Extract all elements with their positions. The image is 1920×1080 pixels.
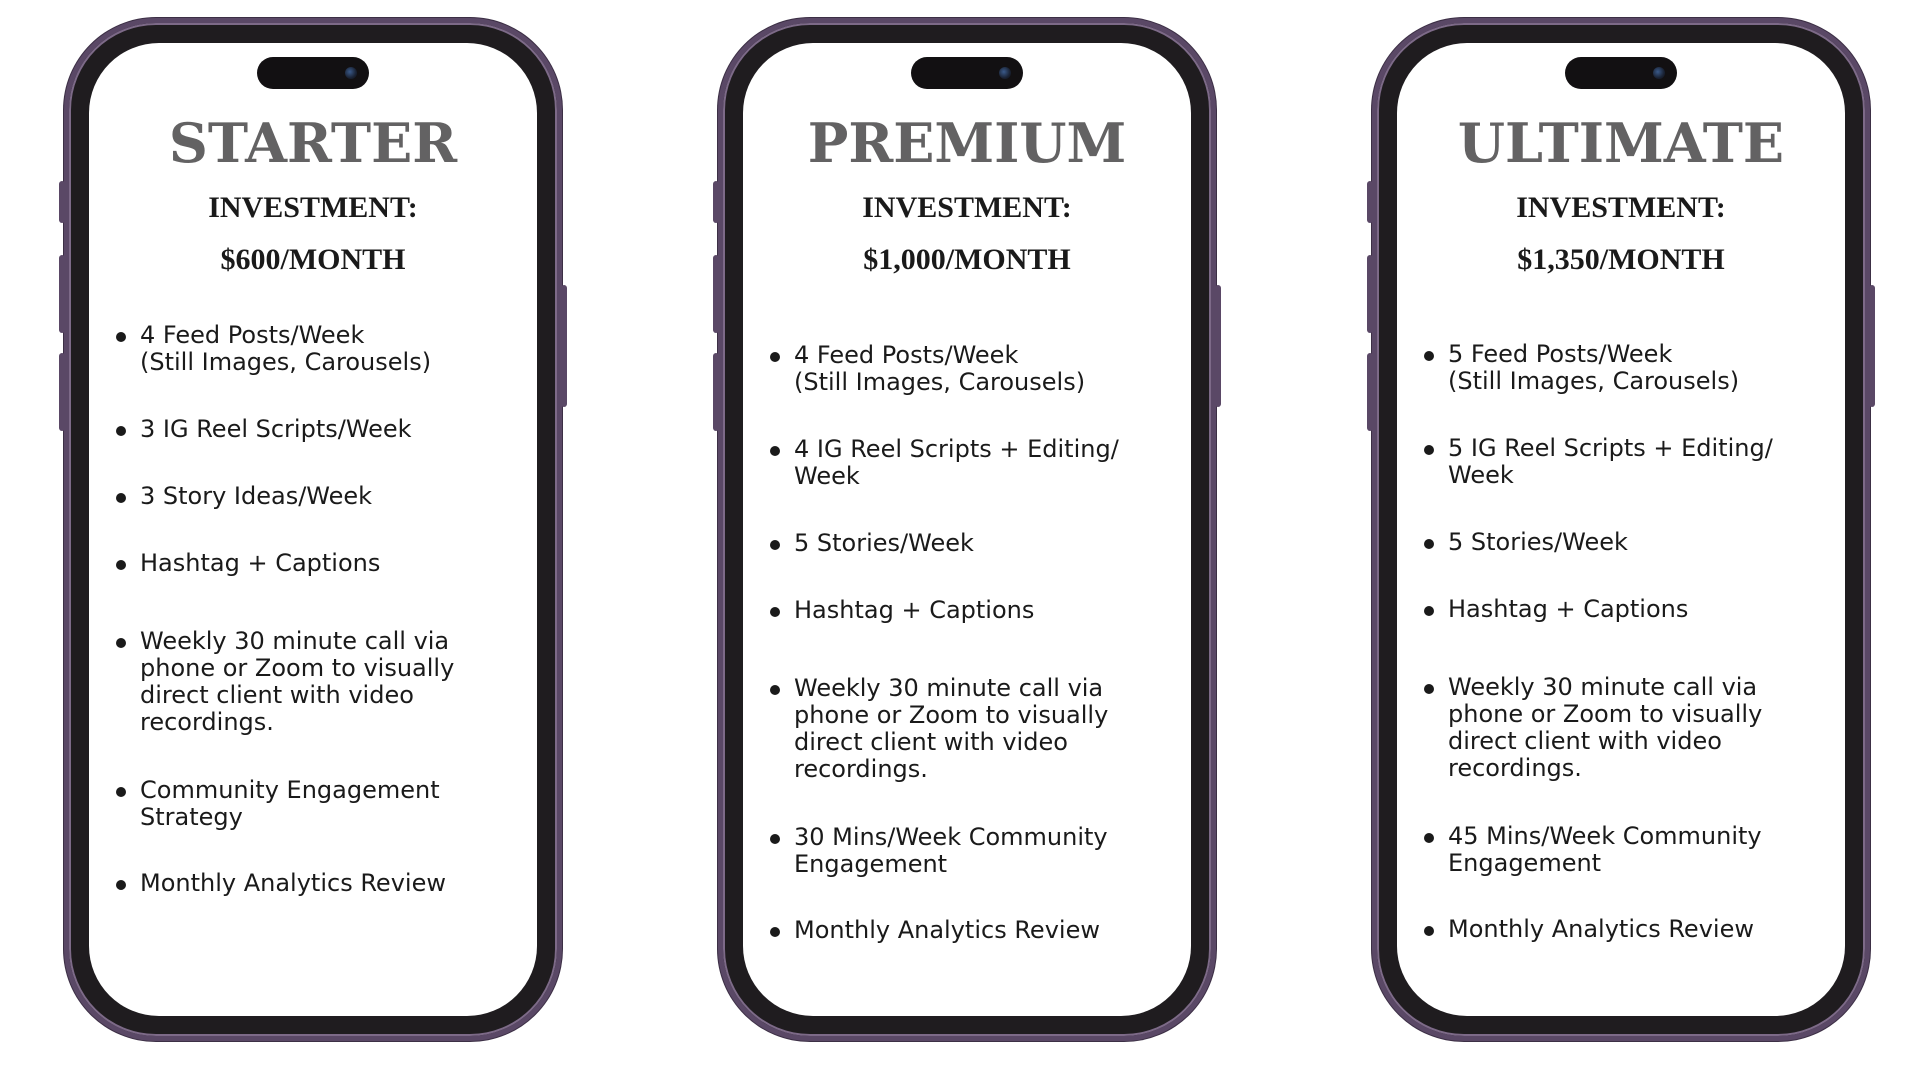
investment-label: INVESTMENT:	[862, 191, 1072, 224]
dynamic-island	[257, 57, 369, 89]
feature-item	[1424, 435, 1835, 489]
feature-text: 3 Story Ideas/Week	[140, 482, 373, 510]
feature-text: Monthly Analytics Review	[794, 916, 1100, 944]
feature-text: 5 Feed Posts/Week (Still Images, Carousels)	[1448, 340, 1740, 395]
phone-screen	[1397, 43, 1845, 1016]
power-button	[1869, 285, 1875, 407]
feature-text: 5 IG Reel Scripts + Editing/ Week	[1448, 434, 1773, 489]
feature-text: 5 Stories/Week	[1448, 528, 1628, 556]
plan-price: $1,000/MONTH	[863, 243, 1071, 276]
feature-item	[770, 530, 1181, 557]
feature-item	[116, 870, 527, 897]
volume-down-button	[59, 353, 65, 431]
feature-text: 4 IG Reel Scripts + Editing/ Week	[794, 435, 1119, 490]
front-camera-icon	[345, 67, 357, 79]
phone-screen	[89, 43, 537, 1016]
feature-text: 3 IG Reel Scripts/Week	[140, 415, 412, 443]
dynamic-island	[1565, 57, 1677, 89]
investment-label: INVESTMENT:	[208, 191, 418, 224]
volume-up-button	[1367, 255, 1373, 333]
bullet-dot-icon	[116, 493, 126, 503]
bullet-dot-icon	[770, 352, 780, 362]
feature-item	[770, 917, 1181, 944]
phone-premium	[718, 18, 1216, 1041]
volume-up-button	[713, 255, 719, 333]
feature-text: Hashtag + Captions	[1448, 595, 1689, 623]
bullet-dot-icon	[770, 446, 780, 456]
feature-text: Weekly 30 minute call via phone or Zoom to visually direct client with video recordings.	[140, 627, 455, 736]
bullet-dot-icon	[116, 638, 126, 648]
volume-down-button	[1367, 353, 1373, 431]
feature-item	[116, 322, 527, 376]
investment-label: INVESTMENT:	[1516, 191, 1726, 224]
feature-text: Monthly Analytics Review	[140, 869, 446, 897]
bullet-dot-icon	[1424, 539, 1434, 549]
plan-price: $600/MONTH	[220, 243, 406, 276]
phone-starter	[64, 18, 562, 1041]
bullet-dot-icon	[1424, 833, 1434, 843]
bullet-dot-icon	[1424, 684, 1434, 694]
feature-item	[116, 483, 527, 510]
mute-switch	[59, 181, 65, 223]
feature-item	[770, 824, 1181, 878]
power-button	[561, 285, 567, 407]
feature-item	[770, 342, 1181, 396]
feature-item	[1424, 341, 1835, 395]
plan-title: PREMIUM	[807, 111, 1127, 175]
bullet-dot-icon	[1424, 606, 1434, 616]
power-button	[1215, 285, 1221, 407]
bullet-dot-icon	[770, 685, 780, 695]
feature-text: 4 Feed Posts/Week (Still Images, Carousels)	[140, 321, 432, 376]
feature-text: 30 Mins/Week Community Engagement	[794, 823, 1108, 878]
feature-text: Hashtag + Captions	[794, 596, 1035, 624]
bullet-dot-icon	[116, 332, 126, 342]
bullet-dot-icon	[1424, 445, 1434, 455]
bullet-dot-icon	[770, 540, 780, 550]
feature-text: 5 Stories/Week	[794, 529, 974, 557]
volume-up-button	[59, 255, 65, 333]
bullet-dot-icon	[770, 607, 780, 617]
feature-text: Hashtag + Captions	[140, 549, 381, 577]
feature-text: 4 Feed Posts/Week (Still Images, Carousels)	[794, 341, 1086, 396]
bullet-dot-icon	[116, 426, 126, 436]
feature-text: Weekly 30 minute call via phone or Zoom to visually direct client with video recordings.	[794, 674, 1109, 783]
feature-list	[1424, 341, 1835, 943]
bullet-dot-icon	[116, 560, 126, 570]
feature-text: Monthly Analytics Review	[1448, 915, 1754, 943]
plan-price: $1,350/MONTH	[1517, 243, 1725, 276]
front-camera-icon	[1653, 67, 1665, 79]
feature-item	[116, 628, 527, 736]
plan-title: ULTIMATE	[1457, 111, 1785, 175]
feature-text: 45 Mins/Week Community Engagement	[1448, 822, 1762, 877]
feature-list	[770, 342, 1181, 944]
volume-down-button	[713, 353, 719, 431]
feature-item	[116, 777, 527, 831]
plan-title: STARTER	[168, 111, 458, 175]
feature-item	[770, 675, 1181, 783]
feature-text: Weekly 30 minute call via phone or Zoom to visually direct client with video recordings.	[1448, 673, 1763, 782]
feature-item	[116, 416, 527, 443]
feature-item	[770, 597, 1181, 624]
mute-switch	[713, 181, 719, 223]
bullet-dot-icon	[770, 927, 780, 937]
bullet-dot-icon	[770, 834, 780, 844]
front-camera-icon	[999, 67, 1011, 79]
dynamic-island	[911, 57, 1023, 89]
bullet-dot-icon	[116, 787, 126, 797]
feature-item	[1424, 916, 1835, 943]
feature-item	[1424, 823, 1835, 877]
feature-item	[1424, 596, 1835, 623]
feature-list	[116, 322, 527, 897]
feature-text: Community Engagement Strategy	[140, 776, 440, 831]
bullet-dot-icon	[116, 880, 126, 890]
bullet-dot-icon	[1424, 926, 1434, 936]
feature-item	[770, 436, 1181, 490]
feature-item	[1424, 674, 1835, 782]
feature-item	[116, 550, 527, 577]
mute-switch	[1367, 181, 1373, 223]
phone-screen	[743, 43, 1191, 1016]
phone-ultimate	[1372, 18, 1870, 1041]
bullet-dot-icon	[1424, 351, 1434, 361]
feature-item	[1424, 529, 1835, 556]
